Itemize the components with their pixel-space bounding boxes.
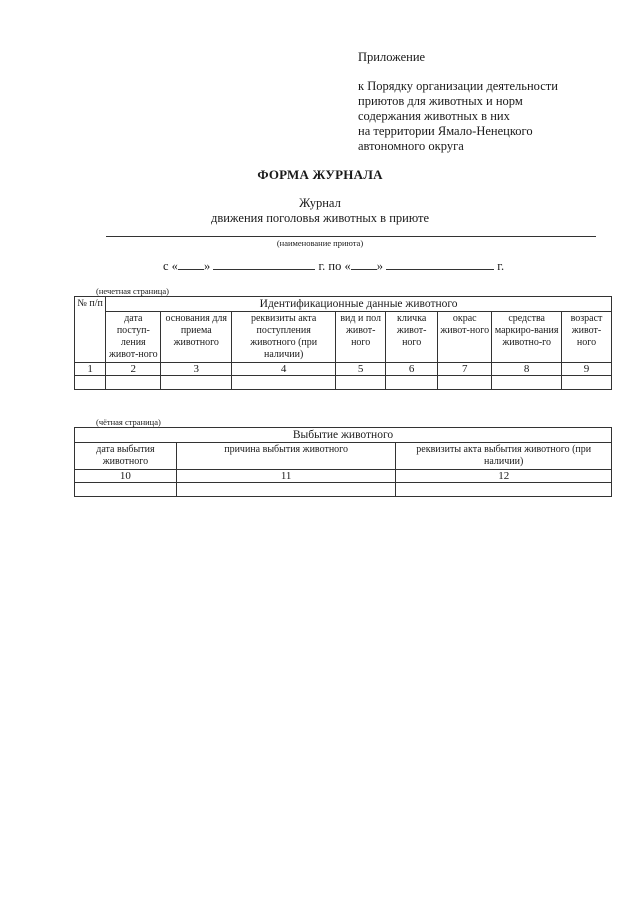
period-from-label: с « [163,259,178,273]
column-header: возраст живот-ного [562,312,612,363]
column-number: 3 [161,363,232,376]
column-number: 12 [396,470,612,483]
table-cell [176,483,396,497]
table-cell [562,376,612,390]
period-line [163,259,504,274]
column-number: 1 [75,363,106,376]
journal-title: Журнал [299,196,341,210]
journal-heading [0,196,640,226]
column-number: 5 [336,363,386,376]
shelter-name-line [106,236,596,237]
column-number: 11 [176,470,396,483]
period-end-label: г. [497,259,505,273]
group-header-identification: Идентификационные данные животного [106,297,612,312]
table-cell [106,376,161,390]
column-number: 2 [106,363,161,376]
column-number: 4 [232,363,336,376]
period-quote-close: » [203,259,211,273]
table-cell [232,376,336,390]
column-number: 8 [492,363,562,376]
column-header: дата выбытия животного [75,443,177,470]
odd-page-note: (нечетная страница) [96,286,169,296]
column-header: кличка живот-ного [386,312,438,363]
column-number: 10 [75,470,177,483]
appendix-line: автономного округа [358,139,464,153]
table-cell [396,483,612,497]
group-header-departure: Выбытие животного [75,428,612,443]
table-row [75,483,612,497]
appendix-line: к Порядку организации деятельности [358,79,558,93]
table-row [75,376,612,390]
table-cell [161,376,232,390]
period-quote-close: » [376,259,383,273]
odd-page-table [74,296,612,390]
column-header: причина выбытия животного [176,443,396,470]
column-header: средства маркиро-вания животно-го [492,312,562,363]
column-number: 7 [438,363,492,376]
appendix-line: содержания животных в них [358,109,510,123]
period-to-label: г. по « [318,259,351,273]
table-cell [438,376,492,390]
column-header: дата поступ-ления живот-ного [106,312,161,363]
even-page-table [74,427,612,497]
table-cell [386,376,438,390]
journal-subtitle: движения поголовья животных в приюте [210,211,430,225]
appendix-line: на территории Ямало-Ненецкого [358,124,533,138]
appendix-block [358,50,628,154]
form-title: ФОРМА ЖУРНАЛА [257,167,383,182]
table-cell [492,376,562,390]
column-header: реквизиты акта выбытия животного (при наличии) [396,443,612,470]
column-header: реквизиты акта поступления животного (при наличии) [232,312,336,363]
even-page-note: (чётная страница) [96,417,161,427]
appendix-line: приютов для животных и норм [358,94,523,108]
column-header: вид и пол живот-ного [336,312,386,363]
table-cell [336,376,386,390]
table-cell [75,376,106,390]
column-header: основания для приема животного [161,312,232,363]
column-header-number: № п/п [75,297,106,363]
column-header: окрас живот-ного [438,312,492,363]
appendix-label: Приложение [358,50,426,64]
column-number: 9 [562,363,612,376]
table-cell [75,483,177,497]
column-number: 6 [386,363,438,376]
shelter-caption: (наименование приюта) [276,238,364,248]
